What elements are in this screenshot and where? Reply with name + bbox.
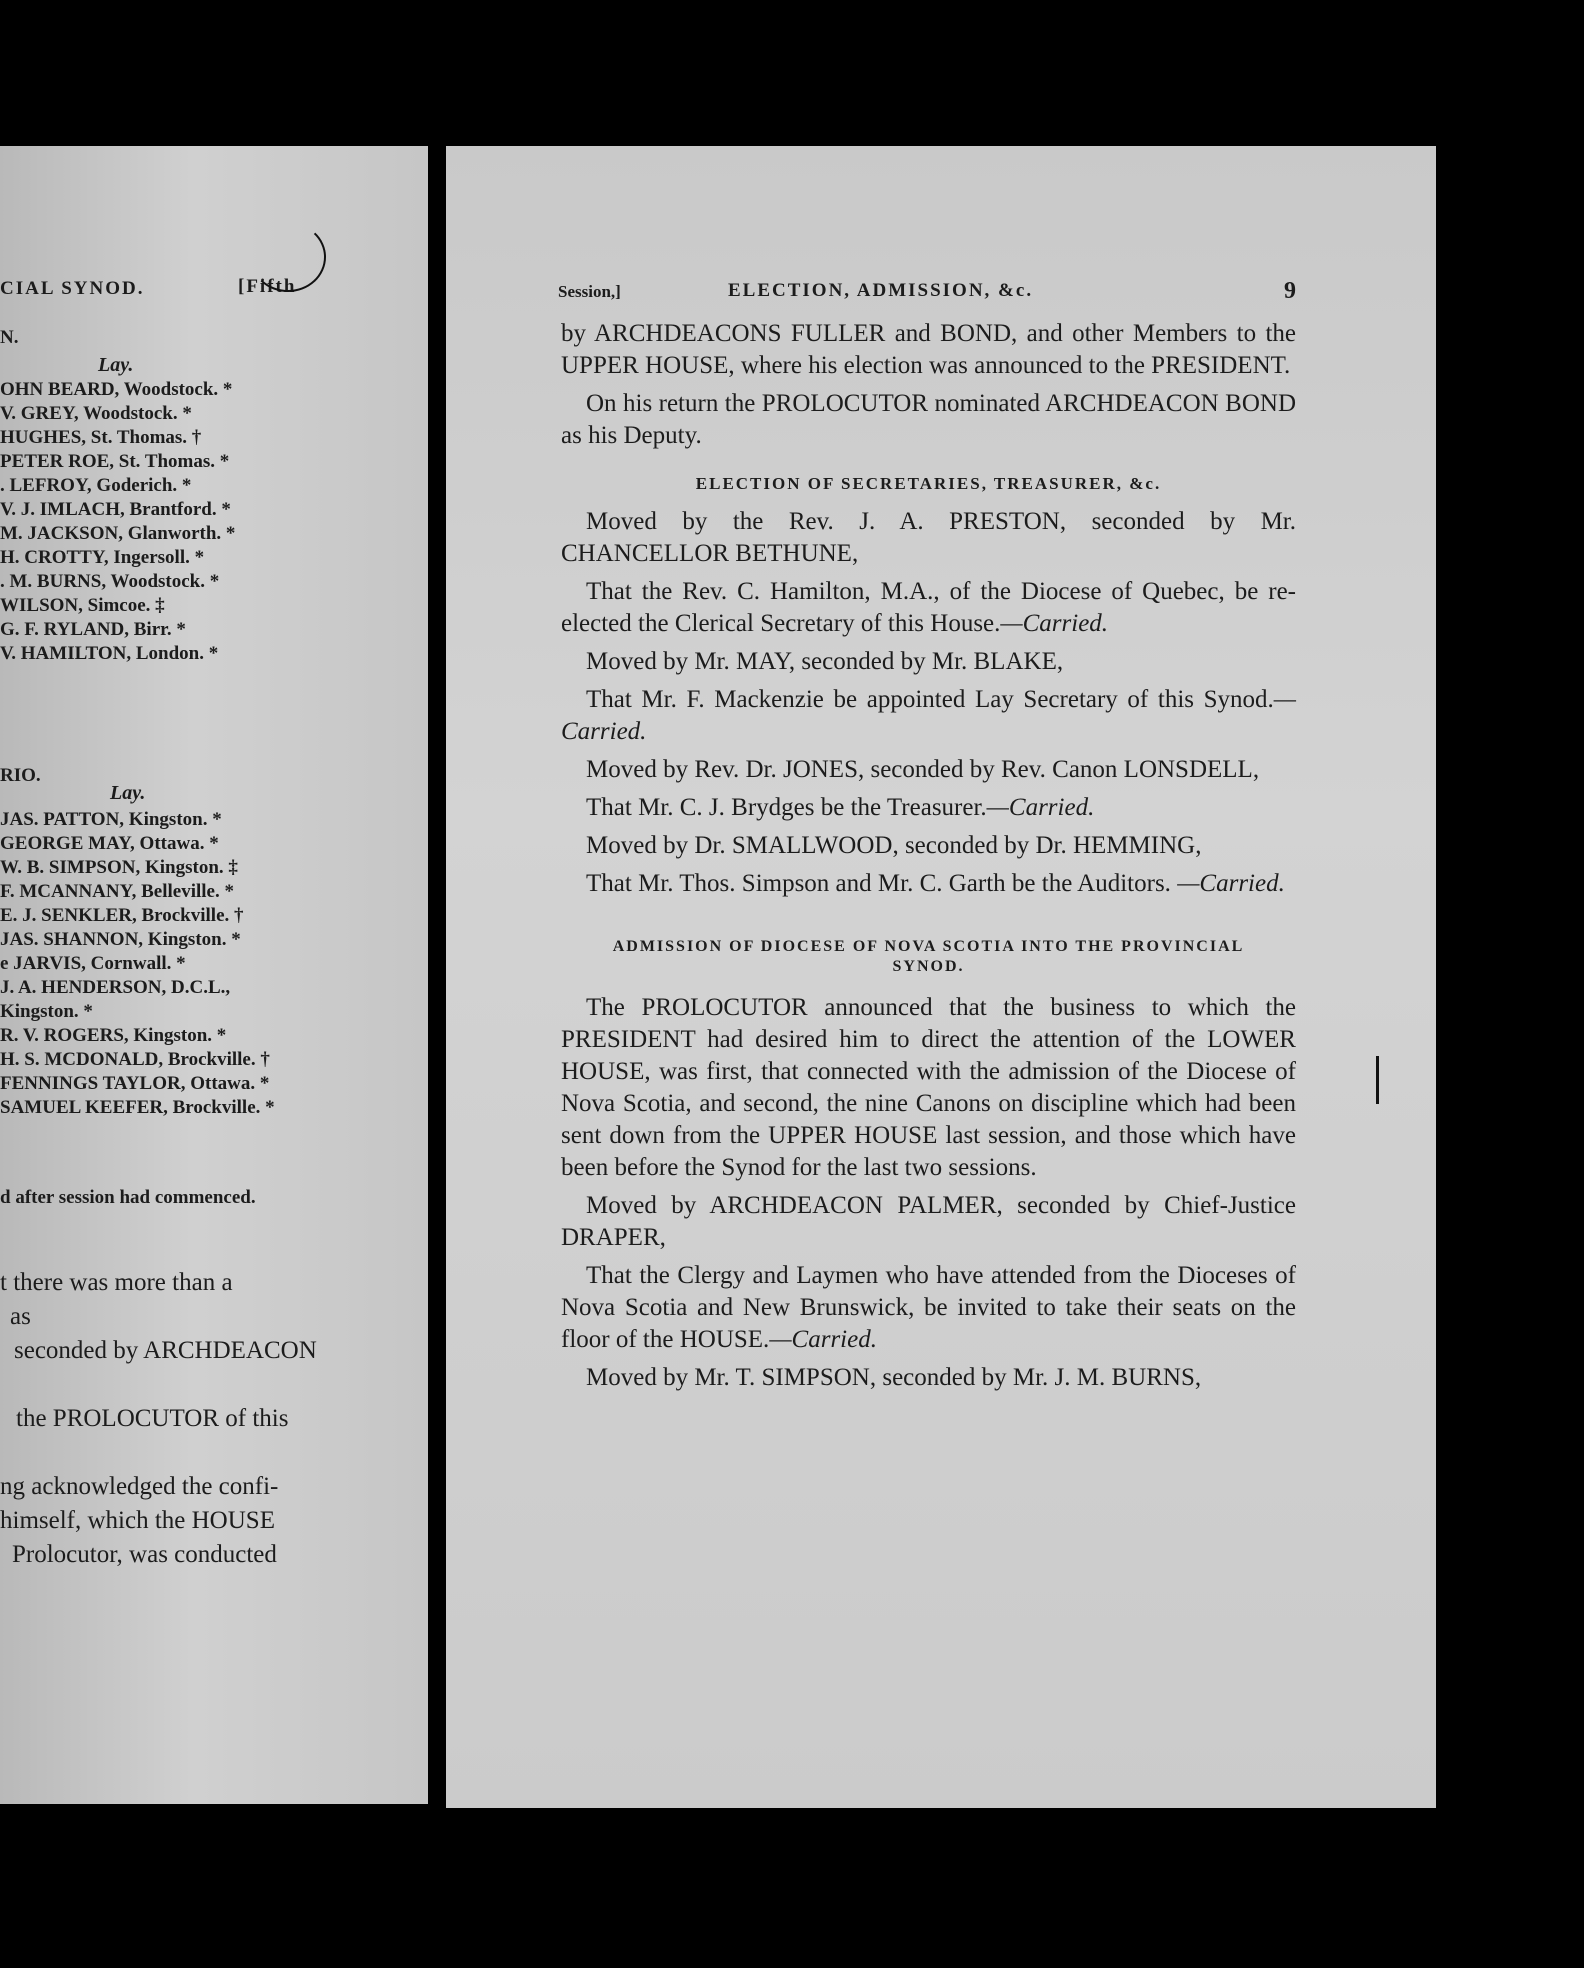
paragraph: Moved by Mr. MAY, seconded by Mr. BLAKE, — [586, 648, 1064, 675]
list-item: R. V. ROGERS, Kingston. * — [0, 1025, 227, 1046]
carried-label: —Carried. — [769, 1326, 877, 1353]
paragraph: The PROLOCUTOR announced that the business to which the PRESIDENT had desired him to direct the attention of the LOWER HOUSE, was first, that connected with the admission of the Diocese of Nova Scotia, and second, the nine Canons on discipline which had been sent down from the UPPER HOUSE last session, and those which have been before the Synod for the last two sessions. — [561, 994, 1296, 1181]
list-item: JAS. PATTON, Kingston. * — [0, 809, 222, 830]
list-item: M. JACKSON, Glanworth. * — [0, 523, 236, 544]
margin-mark — [1376, 1056, 1379, 1104]
list-item: GEORGE MAY, Ottawa. * — [0, 833, 219, 854]
list-item: J. A. HENDERSON, D.C.L., — [0, 977, 231, 998]
motion-text: That Mr. F. Mackenzie be appointed Lay Secretary of this Synod. — [586, 686, 1274, 713]
list-item: Kingston. * — [0, 1001, 93, 1022]
paragraph — [561, 868, 1296, 900]
carried-label: —Carried. — [986, 794, 1095, 821]
motion-text: That the Clergy and Laymen who have attended from the Dioceses of Nova Scotia and New Brunswick, be invited to take their seats on the floor of the HOUSE. — [561, 1262, 1296, 1353]
motion-text: That the Rev. C. Hamilton, M.A., of the Diocese of Quebec, be re-elected the Clerical Secretary of this House. — [561, 578, 1296, 637]
left-diocese-suffix-2: RIO. — [0, 765, 41, 786]
list-item: e JARVIS, Cornwall. * — [0, 953, 186, 974]
section-heading-2-line-2: SYNOD. — [892, 958, 965, 975]
paragraph: Moved by ARCHDEACON PALMER, seconded by Chief-Justice DRAPER, — [561, 1192, 1296, 1251]
list-item: V. J. IMLACH, Brantford. * — [0, 499, 231, 520]
paragraph: by ARCHDEACONS FULLER and BOND, and other Members to the UPPER HOUSE, where his election was announced to the PRESIDENT. — [561, 320, 1296, 379]
left-page — [0, 146, 428, 1804]
header-session: Session,] — [558, 282, 621, 301]
left-lay-heading: Lay. — [98, 354, 134, 376]
left-body-line: ng acknowledged the confi- — [0, 1473, 279, 1500]
paragraph: On his return the PROLOCUTOR nominated ARCHDEACON BOND as his Deputy. — [561, 390, 1296, 449]
carried-label: —Carried. — [1177, 870, 1285, 897]
left-body-line: himself, which the HOUSE — [0, 1507, 275, 1534]
list-item: W. B. SIMPSON, Kingston. ‡ — [0, 857, 238, 878]
list-item: G. F. RYLAND, Birr. * — [0, 619, 186, 640]
list-item: V. GREY, Woodstock. * — [0, 403, 192, 424]
carried-label: —Carried. — [561, 686, 1296, 745]
paragraph — [561, 1260, 1296, 1356]
list-item: WILSON, Simcoe. ‡ — [0, 595, 165, 616]
list-item: PETER ROE, St. Thomas. * — [0, 451, 230, 472]
left-body-line: t there was more than a — [0, 1269, 233, 1296]
motion-text: That Mr. C. J. Brydges be the Treasurer. — [586, 794, 987, 821]
left-lay-list-2 — [0, 808, 275, 1120]
carried-label: —Carried. — [1000, 610, 1109, 637]
paragraph — [561, 576, 1296, 640]
left-header-right: [Fifth — [238, 276, 297, 297]
left-body-line: as — [10, 1303, 31, 1330]
list-item: V. HAMILTON, London. * — [0, 643, 219, 664]
left-lay-list-1 — [0, 378, 235, 666]
main-text — [561, 318, 1296, 1400]
left-body-line: Prolocutor, was conducted — [12, 1541, 277, 1568]
left-lay-heading-2: Lay. — [110, 782, 146, 804]
list-item: F. MCANNANY, Belleville. * — [0, 881, 234, 902]
list-item: . M. BURNS, Woodstock. * — [0, 571, 220, 592]
paragraph — [561, 684, 1296, 748]
left-body-line — [0, 1368, 420, 1402]
list-item: HUGHES, St. Thomas. † — [0, 427, 202, 448]
left-running-header: CIAL SYNOD. — [0, 278, 145, 299]
paragraph: Moved by Rev. Dr. JONES, seconded by Rev. Canon LONSDELL, — [586, 756, 1260, 783]
paragraph: Moved by Dr. SMALLWOOD, seconded by Dr. HEMMING, — [586, 832, 1202, 859]
motion-text: That Mr. Thos. Simpson and Mr. C. Garth be the Auditors. — [586, 870, 1171, 897]
left-body-line — [0, 1436, 420, 1470]
left-body-line: seconded by ARCHDEACON — [14, 1337, 317, 1364]
list-item: FENNINGS TAYLOR, Ottawa. * — [0, 1073, 270, 1094]
list-item: H. CROTTY, Ingersoll. * — [0, 547, 205, 568]
list-item: SAMUEL KEEFER, Brockville. * — [0, 1097, 275, 1118]
left-footnote: d after session had commenced. — [0, 1187, 256, 1208]
paragraph: Moved by Mr. T. SIMPSON, seconded by Mr. J. M. BURNS, — [586, 1364, 1202, 1391]
pen-mark — [250, 222, 326, 292]
paragraph: Moved by the Rev. J. A. PRESTON, seconded by Mr. CHANCELLOR BETHUNE, — [561, 508, 1296, 567]
paragraph — [561, 792, 1296, 824]
list-item: JAS. SHANNON, Kingston. * — [0, 929, 241, 950]
left-body — [0, 1266, 420, 1572]
list-item: E. J. SENKLER, Brockville. † — [0, 905, 244, 926]
left-diocese-suffix: N. — [0, 327, 19, 348]
list-item: . LEFROY, Goderich. * — [0, 475, 192, 496]
section-heading-2-line-1: ADMISSION OF DIOCESE OF NOVA SCOTIA INTO THE PROVINCIAL — [612, 938, 1245, 955]
running-header — [558, 280, 1303, 310]
page-number: 9 — [1284, 278, 1296, 304]
header-title: ELECTION, ADMISSION, &c. — [728, 280, 1034, 301]
list-item: H. S. MCDONALD, Brockville. † — [0, 1049, 270, 1070]
list-item: OHN BEARD, Woodstock. * — [0, 379, 233, 400]
left-body-line: the PROLOCUTOR of this — [16, 1405, 289, 1432]
right-page — [446, 146, 1436, 1808]
section-heading: ELECTION OF SECRETARIES, TREASURER, &c. — [695, 474, 1162, 493]
